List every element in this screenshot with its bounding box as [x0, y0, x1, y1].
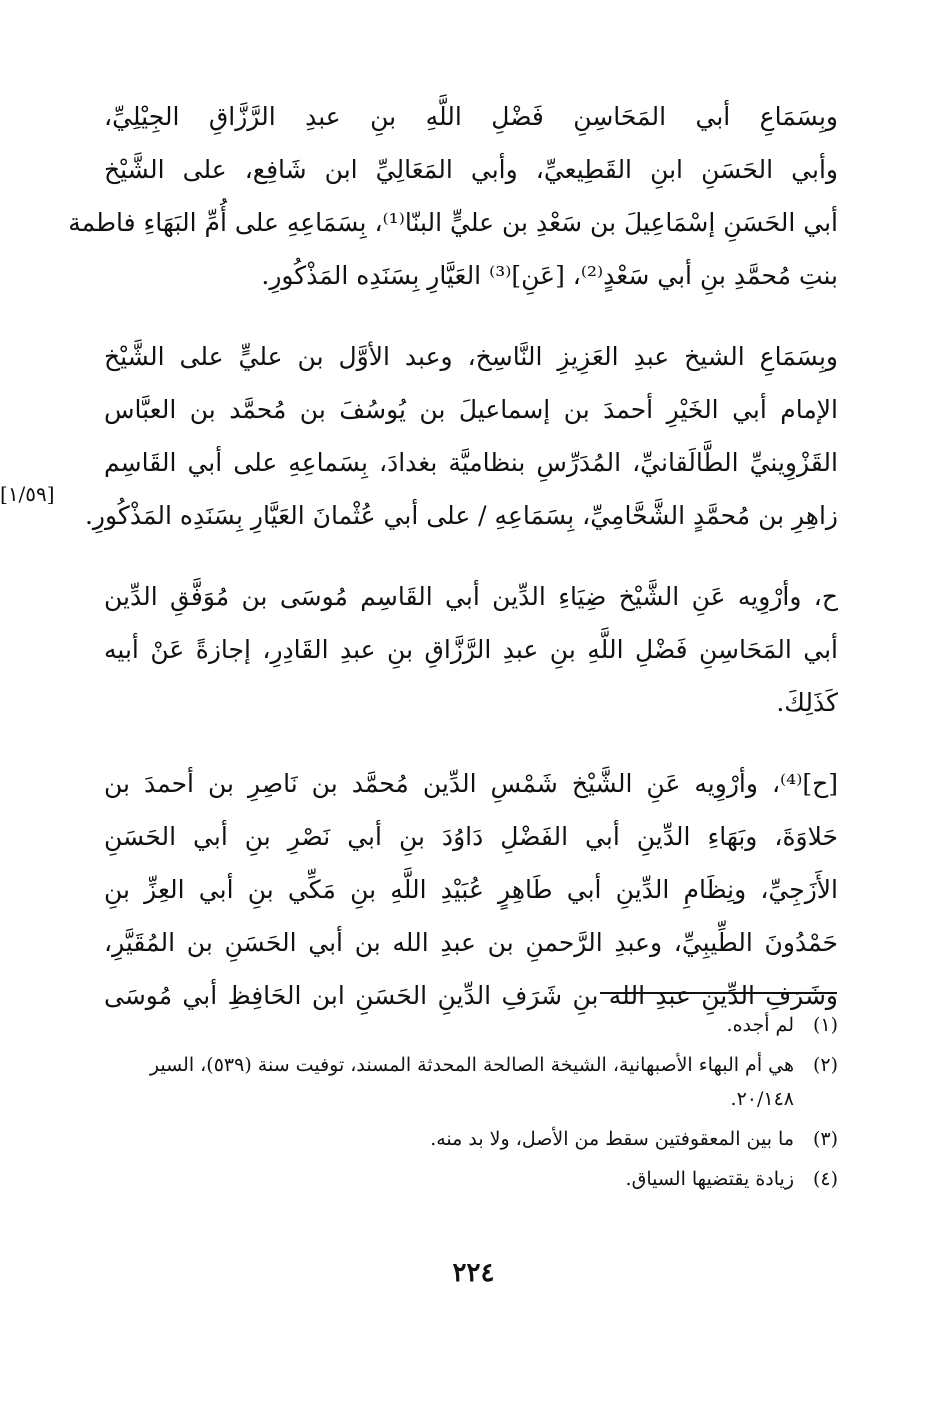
- text-line: القَزْوِينيِّ الطَّالَقانيِّ، المُدَرِّسِ بنظاميَّة بغدادَ، بِسَماعِهِ على أبي القَاسِم: [104, 448, 838, 477]
- footnotes: [104, 1008, 838, 1202]
- footnote-number: (٤): [812, 1168, 838, 1190]
- page-number: ٢٢٤: [452, 1258, 495, 1288]
- footnote: [104, 1162, 838, 1196]
- paragraph-1: [68, 90, 838, 302]
- text-line: بنتِ مُحمَّدِ بنِ أبي سَعْدٍ⁽²⁾، [عَنِ]⁽³⁾ العَيَّارِ بِسَنَدِه المَذْكُورِ.: [261, 261, 838, 290]
- footnote-divider: [600, 992, 837, 994]
- text-line: الإمام أبي الخَيْرِ أحمدَ بن إسماعيلَ بن يُوسُفَ بن مُحمَّد بن العبَّاس: [104, 395, 838, 424]
- text-line: وبِسَمَاعِ الشيخ عبدِ العَزِيزِ النَّاسِخ، وعبد الأوَّل بن عليٍّ على الشَّيْخ: [104, 342, 838, 371]
- text-line: [ح]⁽⁴⁾، وأرْوِيه عَنِ الشَّيْخ شَمْسِ الدِّين مُحمَّد بن نَاصِرِ بن أحمدَ بن: [104, 769, 838, 798]
- text-line: حَمْدُونَ الطِّيبِيِّ، وعبدِ الرَّحمنِ بن عبدِ الله بن أبي الحَسَنِ بن المُقَيَّرِ،: [104, 928, 838, 957]
- text-line: وأبي الحَسَنِ ابنِ القَطِيعيِّ، وأبي المَعَالِيِّ ابن شَافِع، على الشَّيْخ: [104, 155, 838, 184]
- footnote-text: لم أجده.: [726, 1014, 794, 1036]
- paragraph-4: [104, 757, 838, 1022]
- footnote-number: (٢): [812, 1054, 838, 1076]
- footnote: [104, 1008, 838, 1042]
- footnote-number: (١): [812, 1014, 838, 1036]
- text-line: ح، وأرْوِيه عَنِ الشَّيْخ ضِيَاءِ الدِّين أبي القَاسِم مُوسَى بن مُوَفَّقِ الدِّين: [104, 582, 838, 611]
- text-line: حَلاوَةَ، وبَهَاءِ الدِّينِ أبي الفَضْلِ دَاوُدَ بنِ أبي نَصْرِ بنِ أبي الحَسَنِ: [104, 822, 838, 851]
- text-line: وشَرَفِ الدِّينِ عبدِ الله بنِ شَرَفِ الدِّينِ الحَسَنِ ابن الحَافِظِ أبي مُوسَى: [104, 981, 838, 1010]
- margin-folio-note: [١/٥٩]: [0, 482, 55, 506]
- footnote-text: هي أم البهاء الأصبهانية، الشيخة الصالحة المحدثة المسند، توفيت سنة (٥٣٩)، السير ٢٠/١٤٨.: [149, 1054, 794, 1110]
- paragraph-3: [104, 570, 838, 729]
- main-text: [68, 90, 838, 1022]
- footnote-text: زيادة يقتضيها السياق.: [625, 1168, 794, 1190]
- footnote: [104, 1122, 838, 1156]
- text-line: وبِسَمَاعِ أبي المَحَاسِنِ فَضْلِ اللَّهِ بنِ عبدِ الرَّزَّاقِ الجِيْلِيِّ،: [104, 102, 838, 131]
- footnote: [104, 1048, 838, 1116]
- text-line: أبي المَحَاسِنِ فَضْلِ اللَّهِ بنِ عبدِ الرَّزَّاقِ بنِ عبدِ القَادِرِ، إجازةً عَنْ أبيه: [104, 635, 838, 664]
- text-line: أبي الحَسَنِ إسْمَاعِيلَ بن سَعْدِ بن عليٍّ البنّا⁽¹⁾، بِسَمَاعِهِ على أُمِّ البَهَاءِ فاطمة: [68, 208, 838, 237]
- footnote-number: (٣): [812, 1128, 838, 1150]
- text-line: زاهِرِ بن مُحمَّدٍ الشَّحَّامِيِّ، بِسَمَاعِهِ / على أبي عُثْمانَ العَيَّارِ بِسَنَدِه المَذْكُورِ.: [84, 501, 838, 530]
- paragraph-2: [84, 330, 838, 542]
- text-line: الأَزَجِيِّ، ونِظَامِ الدِّينِ أبي طَاهِرٍ عُبَيْدِ اللَّهِ بنِ مَكِّي بنِ أبي العِزِّ بنِ: [104, 875, 838, 904]
- footnote-text: ما بين المعقوفتين سقط من الأصل، ولا بد منه.: [430, 1128, 794, 1150]
- text-line: كَذَلِكَ.: [776, 688, 838, 717]
